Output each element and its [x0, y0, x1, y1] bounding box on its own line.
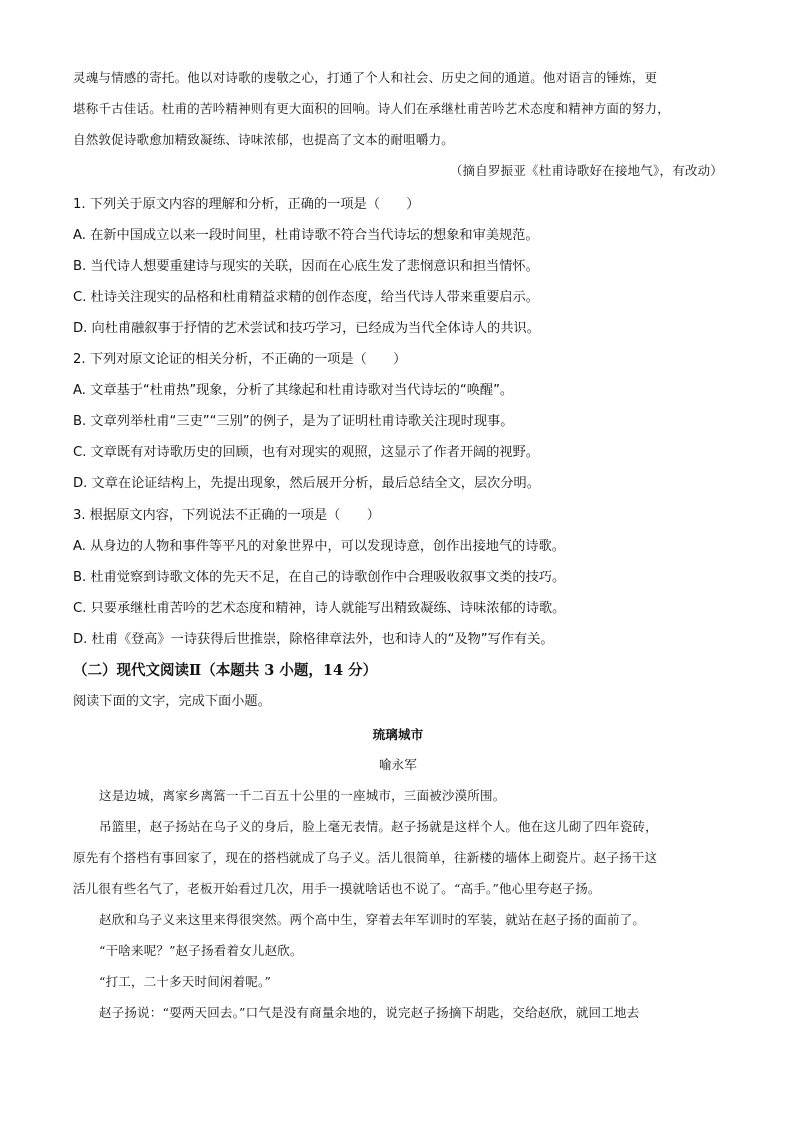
story-title: 琉璃城市: [372, 727, 424, 742]
question-3-option-c: C. 只要承继杜甫苦吟的艺术态度和精神，诗人就能写出精致凝练、诗味浓郁的诗歌。: [73, 601, 566, 616]
question-1-option-a: A. 在新中国成立以来一段时间里，杜甫诗歌不符合当代诗坛的想象和审美规范。: [73, 228, 539, 243]
story-author: 喻永军: [378, 757, 418, 772]
essay-line-3: 自然敦促诗歌愈加精致凝练、诗味浓郁，也提高了文本的耐咀嚼力。: [73, 132, 455, 147]
story-paragraph-3: 赵欣和乌子义来这里来得很突然。两个高中生，穿着去年军训时的军装，就站在赵子扬的面前了。: [99, 912, 646, 927]
story-dialogue-1: “干啥来呢？”赵子扬看着女儿赵欣。: [99, 943, 303, 958]
section-heading: （二）现代文阅读Ⅱ（本题共 3 小题，14 分）: [73, 662, 378, 679]
story-paragraph-2: 吊篮里，赵子扬站在乌子义的身后，脸上毫无表情。赵子扬就是这样个人。他在这儿砌了四年瓷砖，: [99, 819, 658, 834]
question-3-option-b: B. 杜甫觉察到诗歌文体的先天不足，在自己的诗歌创作中合理吸收叙事文类的技巧。: [73, 570, 566, 585]
question-2-option-b: B. 文章列举杜甫“三吏”“三别”的例子，是为了证明杜甫诗歌关注现时现事。: [73, 414, 514, 429]
essay-line-2: 堪称千古佳话。杜甫的苦吟精神则有更大面积的回响。诗人们在承继杜甫苦吟艺术态度和精神方面的努力，: [73, 101, 670, 116]
reading-instruction: 阅读下面的文字，完成下面小题。: [73, 694, 271, 709]
story-paragraph-4: 赵子扬说：“耍两天回去。”口气是没有商量余地的，说完赵子扬摘下胡匙，交给赵欣，就回工地去: [99, 1005, 640, 1020]
story-paragraph-1: 这是边城，离家乡离篙一千二百五十公里的一座城市，三面被沙漠所围。: [99, 788, 506, 803]
question-2-option-a: A. 文章基于“杜甫热”现象，分析了其缘起和杜甫诗歌对当代诗坛的“唤醒”。: [73, 383, 514, 398]
story-paragraph-2-cont-2: 活儿很有些名气了，老板开始看过几次，用手一摸就啥话也不说了。“高手。”他心里夸赵子扬。: [73, 881, 601, 896]
essay-line-1: 灵魂与情感的寄托。他以对诗歌的虔敬之心，打通了个人和社会、历史之间的通道。他对语言的锤炼，更: [73, 70, 658, 85]
question-3-stem: 3. 根据原文内容，下列说法不正确的一项是（ ）: [73, 508, 380, 523]
question-2-option-c: C. 文章既有对诗歌历史的回顾，也有对现实的观照，这显示了作者开阔的视野。: [73, 445, 539, 460]
question-1-option-b: B. 当代诗人想要重建诗与现实的关联，因而在心底生发了悲悯意识和担当情怀。: [73, 259, 539, 274]
question-1-option-d: D. 向杜甫融叙事于抒情的艺术尝试和技巧学习，已经成为当代全体诗人的共识。: [73, 321, 540, 336]
question-2-stem: 2. 下列对原文论证的相关分析，不正确的一项是（ ）: [73, 352, 407, 367]
story-dialogue-2: “打工，二十多天时间闲着呢。”: [99, 974, 272, 989]
essay-source: （摘自罗振亚《杜甫诗歌好在接地气》，有改动）: [449, 163, 723, 178]
question-1-option-c: C. 杜诗关注现实的品格和杜甫精益求精的创作态度，给当代诗人带来重要启示。: [73, 290, 539, 305]
story-paragraph-2-cont-1: 原先有个搭档有事回家了，现在的搭档就成了乌子义。活儿很简单，往新楼的墙体上砌瓷片。赵子扬干这: [73, 850, 658, 865]
question-3-option-d: D. 杜甫《登高》一诗获得后世推崇，除格律章法外，也和诗人的“及物”写作有关。: [73, 632, 554, 647]
question-2-option-d: D. 文章在论证结构上，先提出现象，然后展开分析，最后总结全文，层次分明。: [73, 476, 540, 491]
question-3-option-a: A. 从身边的人物和事件等平凡的对象世界中，可以发现诗意，创作出接地气的诗歌。: [73, 539, 565, 554]
question-1-stem: 1. 下列关于原文内容的理解和分析，正确的一项是（ ）: [73, 197, 420, 212]
